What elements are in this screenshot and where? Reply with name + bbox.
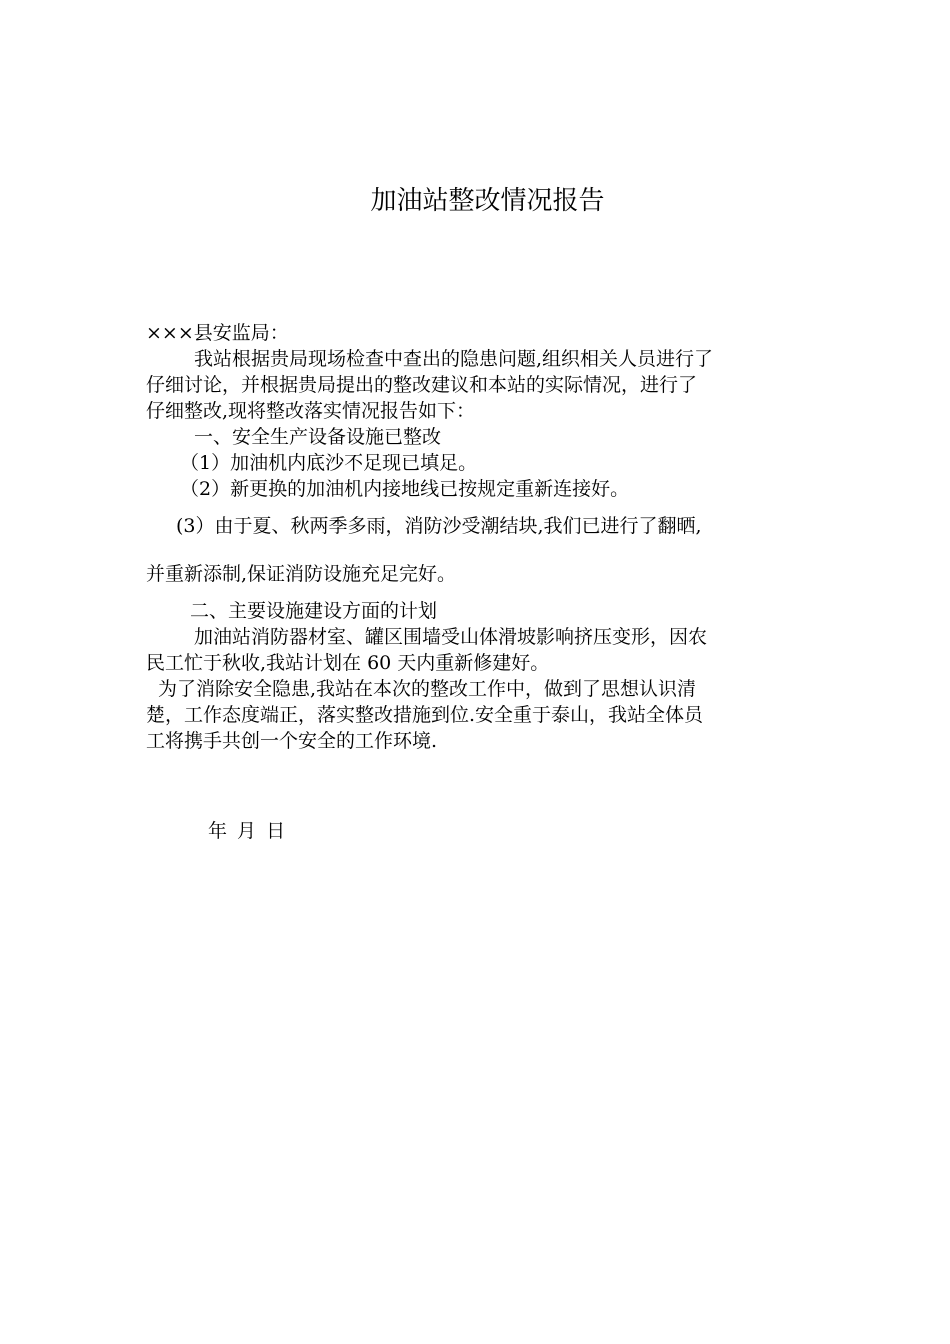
section1-item-3: (3）由于夏、秋两季多雨，消防沙受潮结块,我们已进行了翻晒,: [176, 515, 702, 537]
section1-item-2: （2）新更换的加油机内接地线已按规定重新连接好。: [180, 478, 630, 500]
salutation: ×××县安监局：: [146, 322, 289, 344]
date-line: 年 月 日: [208, 820, 286, 842]
section1-heading: 一、安全生产设备设施已整改: [194, 426, 442, 448]
document-title: 加油站整改情况报告: [370, 186, 605, 216]
section2-heading: 二、主要设施建设方面的计划: [190, 600, 438, 622]
section1-item-1: （1）加油机内底沙不足现已填足。: [180, 452, 478, 474]
section2-line-1: 加油站消防器材室、罐区围墙受山体滑坡影响挤压变形，因农: [194, 626, 708, 648]
section2-line-2: 民工忙于秋收,我站计划在 60 天内重新修建好。: [146, 652, 550, 674]
closing-line-2: 楚，工作态度端正，落实整改措施到位.安全重于泰山，我站全体员: [146, 704, 704, 726]
intro-line-1: 我站根据贵局现场检查中查出的隐患问题,组织相关人员进行了: [194, 348, 714, 370]
intro-line-2: 仔细讨论，并根据贵局提出的整改建议和本站的实际情况，进行了: [146, 374, 698, 396]
intro-line-3: 仔细整改,现将整改落实情况报告如下：: [146, 400, 476, 422]
section1-item-3-cont: 并重新添制,保证消防设施充足完好。: [146, 563, 457, 585]
closing-line-3: 工将携手共创一个安全的工作环境.: [146, 730, 438, 752]
closing-line-1: 为了消除安全隐患,我站在本次的整改工作中，做到了思想认识清: [158, 678, 697, 700]
